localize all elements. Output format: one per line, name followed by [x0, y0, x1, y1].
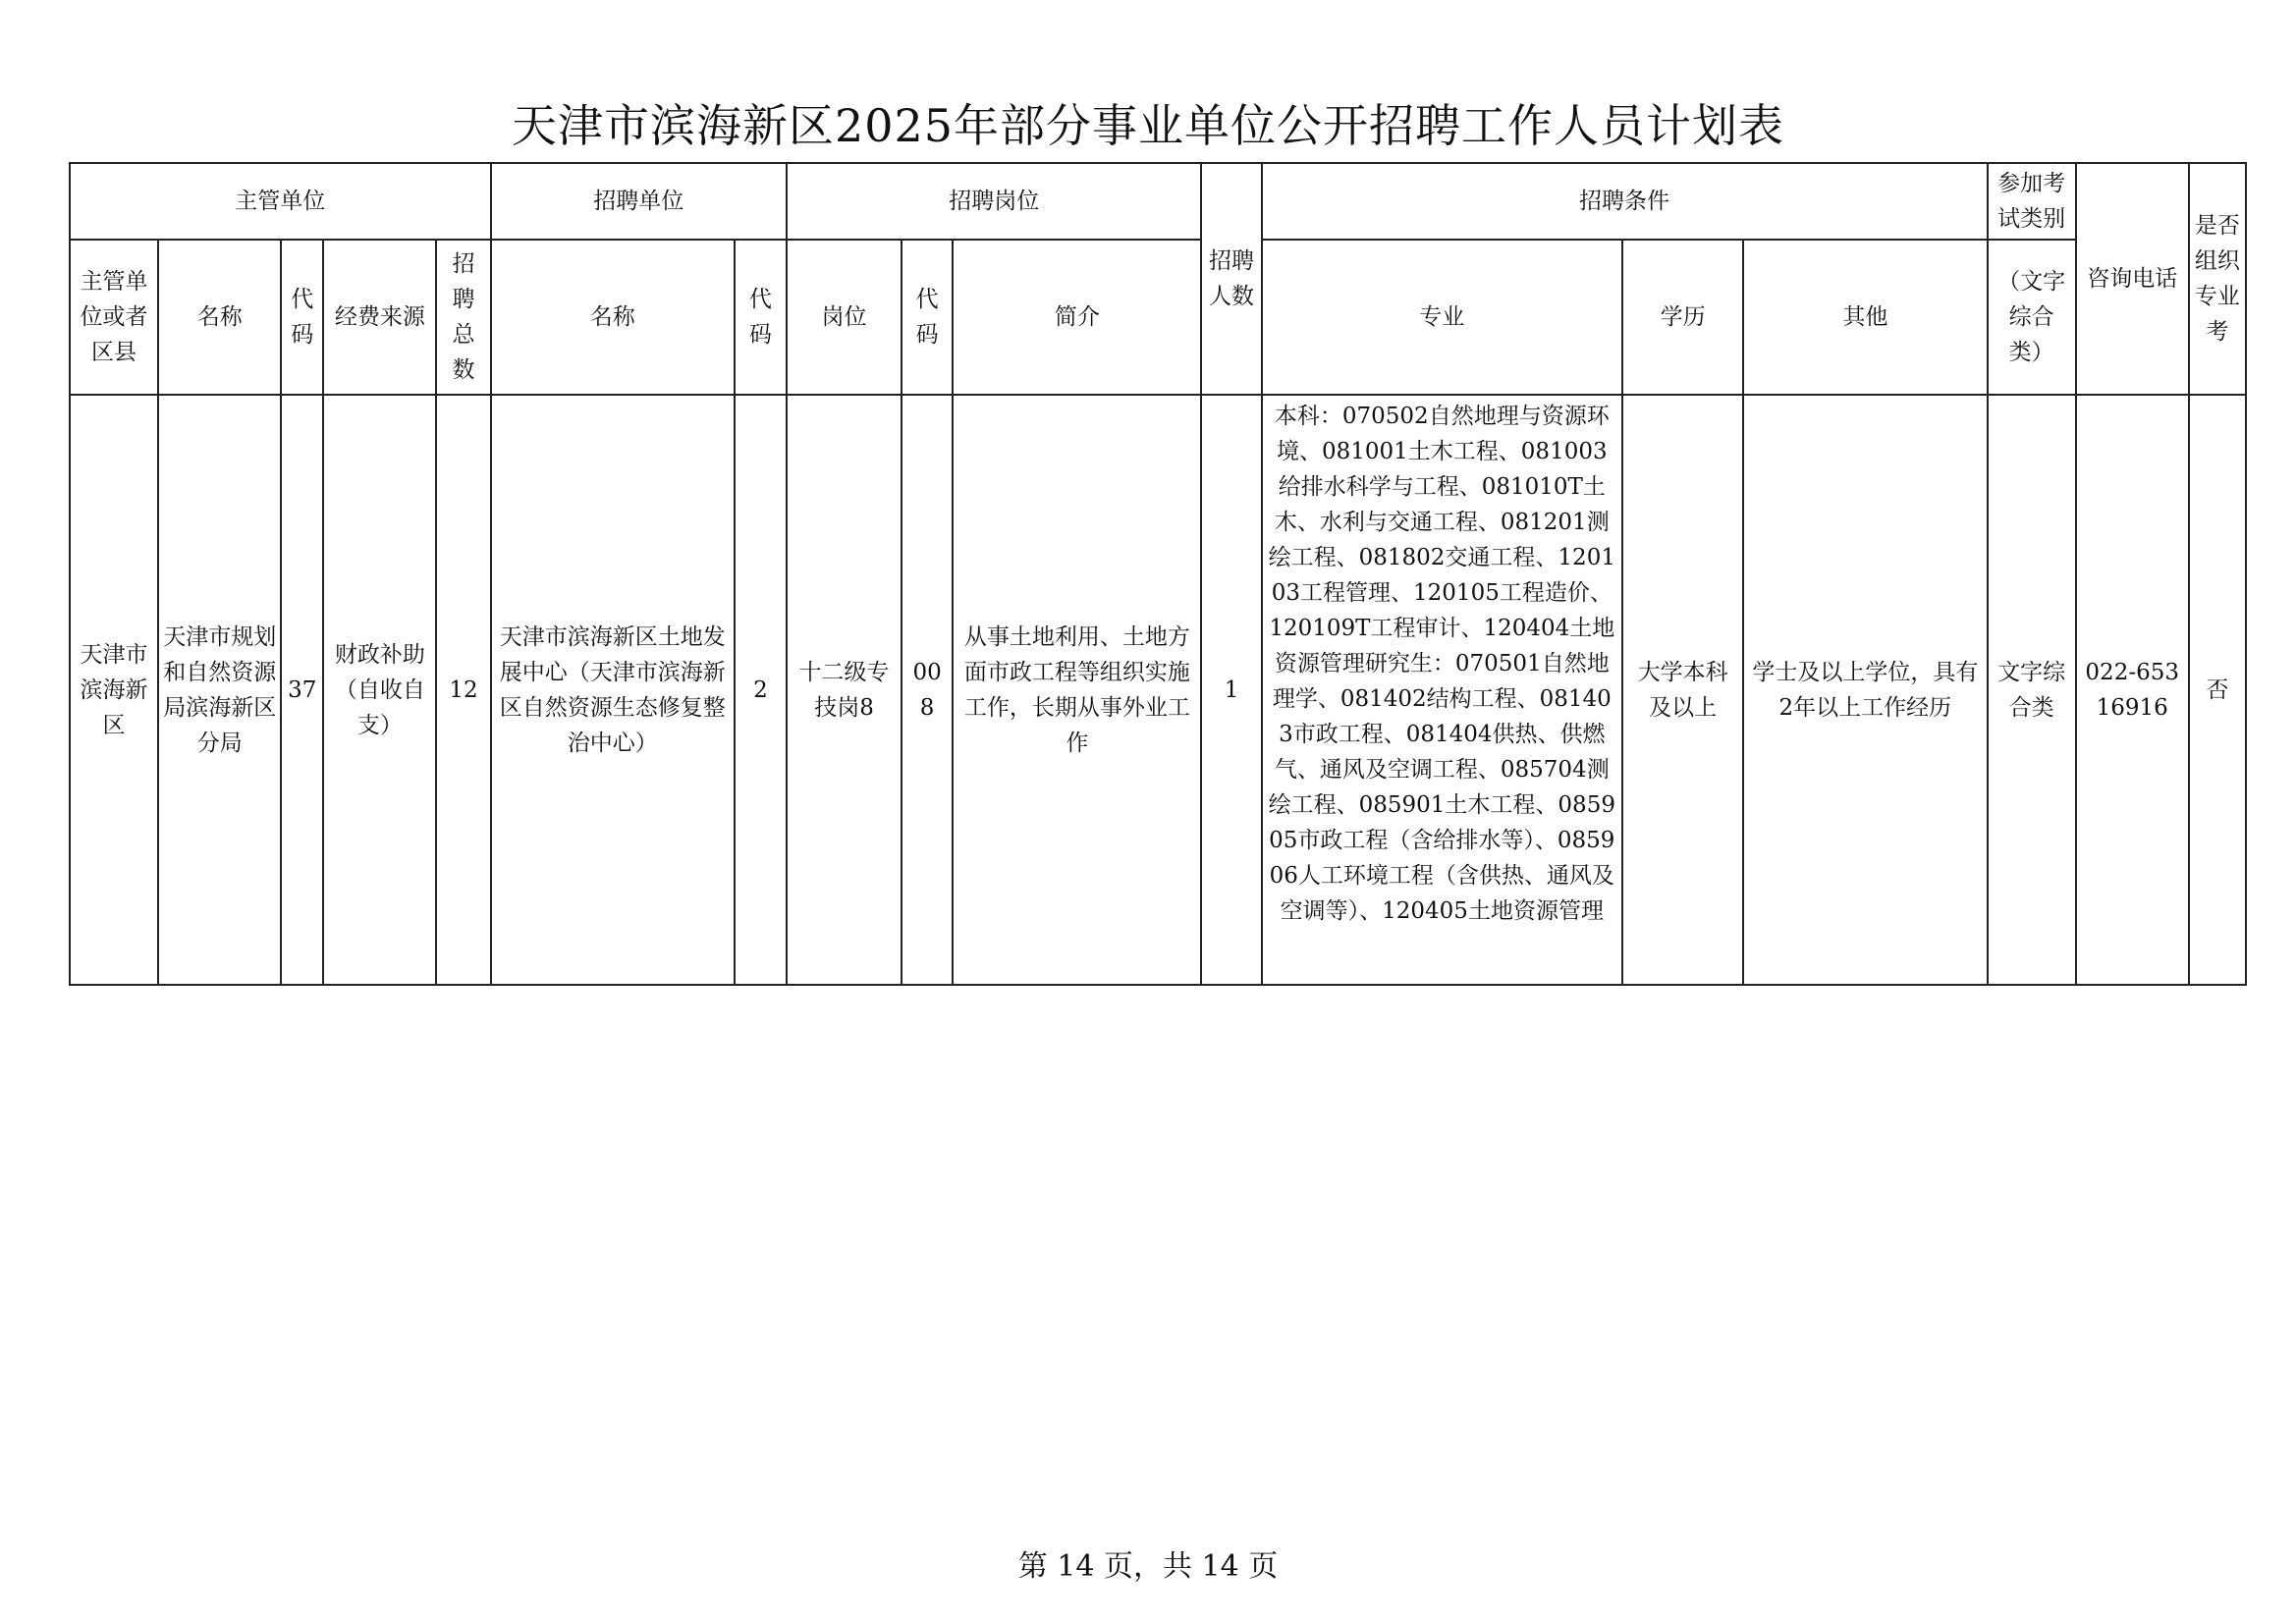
cell-supervisor-code: 37 — [281, 395, 323, 985]
header-position-code: 代码 — [902, 240, 953, 395]
cell-phone: 022-65316916 — [2076, 395, 2189, 985]
header-professional-exam: 是否组织专业考 — [2189, 163, 2246, 395]
header-row-group — [70, 163, 2246, 240]
cell-professional-exam: 否 — [2189, 395, 2246, 985]
header-position-desc: 简介 — [953, 240, 1201, 395]
page-footer: 第 14 页，共 14 页 — [1017, 1549, 1279, 1584]
header-district: 主管单位或者区县 — [70, 240, 158, 395]
recruitment-plan-table — [69, 162, 2247, 986]
cell-position-desc: 从事土地利用、土地方面市政工程等组织实施工作，长期从事外业工作 — [953, 395, 1201, 985]
cell-funding: 财政补助（自收自支） — [323, 395, 436, 985]
cell-exam-type: 文字综合类 — [1988, 395, 2076, 985]
header-funding: 经费来源 — [323, 240, 436, 395]
page-title: 天津市滨海新区2025年部分事业单位公开招聘工作人员计划表 — [511, 99, 1785, 152]
header-total: 招聘总数 — [436, 240, 490, 395]
cell-supervisor-name: 天津市规划和自然资源局滨海新区分局 — [158, 395, 281, 985]
header-recruit-count: 招聘人数 — [1201, 163, 1261, 395]
header-exam-type-sub: （文字综合类） — [1988, 240, 2076, 395]
header-position-name: 岗位 — [787, 240, 902, 395]
cell-position-code: 008 — [902, 395, 953, 985]
header-conditions-group: 招聘条件 — [1262, 163, 1988, 240]
cell-total: 12 — [436, 395, 490, 985]
header-employer-name: 名称 — [491, 240, 735, 395]
cell-employer-code: 2 — [735, 395, 787, 985]
cell-education: 大学本科及以上 — [1622, 395, 1743, 985]
cell-major — [1262, 395, 1622, 985]
header-employer-code: 代码 — [735, 240, 787, 395]
header-supervisor-group: 主管单位 — [70, 163, 491, 240]
header-major: 专业 — [1262, 240, 1622, 395]
cell-employer-name: 天津市滨海新区土地发展中心（天津市滨海新区自然资源生态修复整治中心） — [491, 395, 735, 985]
header-exam-type: 参加考试类别 — [1988, 163, 2076, 240]
cell-district: 天津市滨海新区 — [70, 395, 158, 985]
cell-other: 学士及以上学位，具有2年以上工作经历 — [1743, 395, 1987, 985]
header-supervisor-name: 名称 — [158, 240, 281, 395]
header-row-detail — [70, 240, 2246, 395]
header-employer-group: 招聘单位 — [491, 163, 787, 240]
header-other: 其他 — [1743, 240, 1987, 395]
header-position-group: 招聘岗位 — [787, 163, 1202, 240]
cell-position-name: 十二级专技岗8 — [787, 395, 902, 985]
table-row — [70, 395, 2246, 985]
header-supervisor-code: 代码 — [281, 240, 323, 395]
header-education: 学历 — [1622, 240, 1743, 395]
major-text: 本科：070502自然地理与资源环境、081001土木工程、081003给排水科学与工程、081010T土木、水利与交通工程、081201测绘工程、081802交通工程、120103工程管理、120105工程造价、120109T工程审计、120404土地资源管理研究生：070501自然地理学、081402结构工程、081403市政工程、081404供热、供燃气、通风及空调工程、085704测绘工程、085901土木工程、085905市政工程（含给排水等）、085906人工环境工程（含供热、通风及空调等）、120405土地资源管理 — [1268, 403, 1615, 924]
cell-count: 1 — [1201, 395, 1261, 985]
header-phone: 咨询电话 — [2076, 163, 2189, 395]
